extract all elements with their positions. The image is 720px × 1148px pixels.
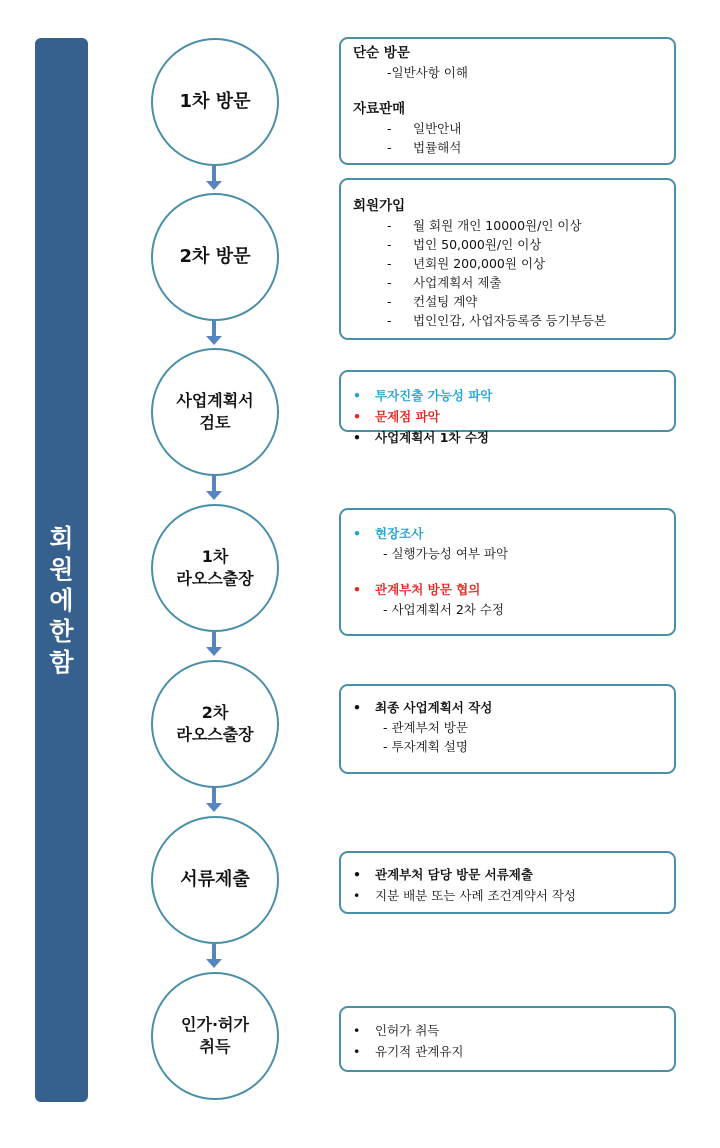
box-bullet: • 관계부처 담당 방문 서류제출 — [353, 867, 533, 882]
connector-line — [212, 166, 216, 182]
box-title: 자료판매 — [353, 101, 406, 117]
step-1-circle: 1차 방문 — [151, 38, 279, 166]
box-item: - 컨설팅 계약 — [387, 294, 478, 309]
box-subline: - 사업계획서 2차 수정 — [383, 602, 504, 617]
step-5-circle: 2차 라오스출장 — [151, 660, 279, 788]
box-bullet: • 지분 배분 또는 사례 조건계약서 작성 — [353, 888, 576, 903]
box-item: - 법인인감, 사업자등록증 등기부등본 — [387, 313, 607, 328]
step-4-circle: 1차 라오스출장 — [151, 504, 279, 632]
box-bullet: • 사업계획서 1차 수정 — [353, 430, 490, 445]
box-bullet: • 최종 사업계획서 작성 — [353, 700, 493, 715]
step-1-detail-box — [339, 37, 676, 165]
sidebar-char: 원 — [49, 555, 74, 584]
step-3-circle: 사업계획서 검토 — [151, 348, 279, 476]
step-7-detail-box — [339, 1006, 676, 1072]
box-item: - 법률해석 — [387, 140, 462, 155]
arrow-down-icon — [206, 181, 222, 190]
box-subline: -일반사항 이해 — [387, 65, 468, 80]
step-2-circle: 2차 방문 — [151, 193, 279, 321]
box-title: 회원가입 — [353, 198, 406, 214]
arrow-down-icon — [206, 336, 222, 345]
box-item: - 월 회원 개인 10000원/인 이상 — [387, 218, 582, 233]
sidebar-label — [35, 523, 88, 678]
box-item: - 사업계획서 제출 — [387, 275, 502, 290]
box-subline: - 투자계획 설명 — [383, 739, 468, 754]
step-6-detail-box — [339, 851, 676, 914]
step-6-circle: 서류제출 — [151, 816, 279, 944]
connector-line — [212, 943, 216, 960]
connector-line — [212, 320, 216, 337]
box-subline: - 관계부처 방문 — [383, 720, 468, 735]
arrow-down-icon — [206, 647, 222, 656]
box-bullet: • 유기적 관계유지 — [353, 1044, 464, 1059]
box-item: - 일반안내 — [387, 121, 462, 136]
step-4-detail-box — [339, 508, 676, 636]
box-bullet: • 현장조사 — [353, 526, 424, 541]
arrow-down-icon — [206, 803, 222, 812]
step-5-detail-box — [339, 684, 676, 774]
step-7-circle: 인가·허가 취득 — [151, 972, 279, 1100]
sidebar-char: 함 — [49, 648, 74, 677]
sidebar-char: 에 — [49, 586, 74, 615]
arrow-down-icon — [206, 959, 222, 968]
box-item: - 년회원 200,000원 이상 — [387, 256, 546, 271]
step-3-detail-box — [339, 370, 676, 445]
sidebar-char: 회 — [49, 524, 74, 553]
connector-line — [212, 475, 216, 492]
box-bullet: • 관계부처 방문 협의 — [353, 582, 481, 597]
box-subline: - 실행가능성 여부 파악 — [383, 546, 509, 561]
sidebar-char: 한 — [49, 617, 74, 646]
step-2-detail-box — [339, 178, 676, 340]
connector-line — [212, 631, 216, 648]
box-bullet: • 투자진출 가능성 파악 — [353, 388, 493, 403]
arrow-down-icon — [206, 491, 222, 500]
box-bullet: • 인허가 취득 — [353, 1023, 440, 1038]
box-item: - 법인 50,000원/인 이상 — [387, 237, 542, 252]
connector-line — [212, 787, 216, 804]
box-title: 단순 방문 — [353, 45, 410, 61]
box-bullet: • 문제점 파악 — [353, 409, 440, 424]
sidebar-banner — [35, 38, 88, 1102]
